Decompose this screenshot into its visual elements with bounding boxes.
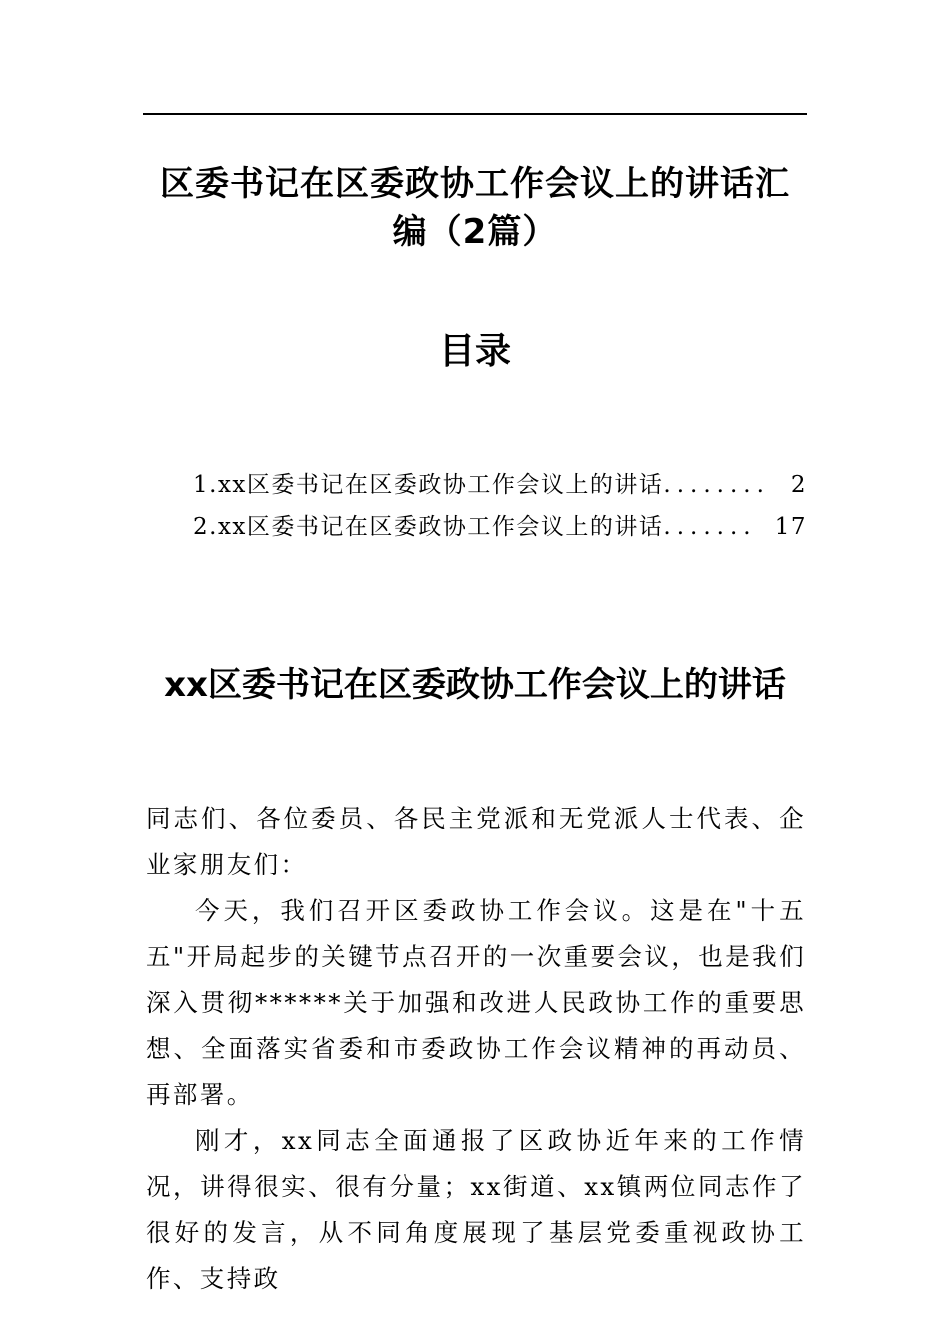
article-title: xx区委书记在区委政协工作会议上的讲话 bbox=[164, 665, 786, 705]
document-title: 区委书记在区委政协工作会议上的讲话汇编（2篇） bbox=[160, 164, 790, 252]
header-rule bbox=[143, 113, 807, 115]
toc-entry-text: 1.xx区委书记在区委政协工作会议上的讲话 bbox=[193, 472, 664, 498]
body-paragraph: 刚才，xx同志全面通报了区政协近年来的工作情况，讲得很实、很有分量；xx街道、xx镇两位同志作了很好的发言，从不同角度展现了基层党委重视政协工作、支持政 bbox=[146, 1126, 806, 1293]
toc-entry-page: 17 bbox=[774, 514, 807, 540]
toc-entry-page: 2 bbox=[790, 472, 807, 498]
toc-entry-1[interactable] bbox=[193, 464, 807, 506]
toc-entry-2[interactable] bbox=[193, 506, 807, 548]
salutation: 同志们、各位委员、各民主党派和无党派人士代表、企业家朋友们： bbox=[146, 804, 806, 879]
toc-entry-text: 2.xx区委书记在区委政协工作会议上的讲话 bbox=[193, 514, 664, 540]
toc-heading: 目录 bbox=[438, 331, 511, 372]
table-of-contents bbox=[193, 464, 807, 548]
article-body bbox=[146, 796, 806, 1302]
toc-entry-leader: ........ bbox=[663, 472, 770, 498]
body-paragraph: 今天，我们召开区委政协工作会议。这是在"十五五"开局起步的关键节点召开的一次重要会议，也是我们深入贯彻******关于加强和改进人民政协工作的重要思想、全面落实省委和市委政协工作会议精神的再动员、再部署。 bbox=[146, 896, 806, 1109]
toc-entry-leader: ....... bbox=[663, 514, 757, 540]
